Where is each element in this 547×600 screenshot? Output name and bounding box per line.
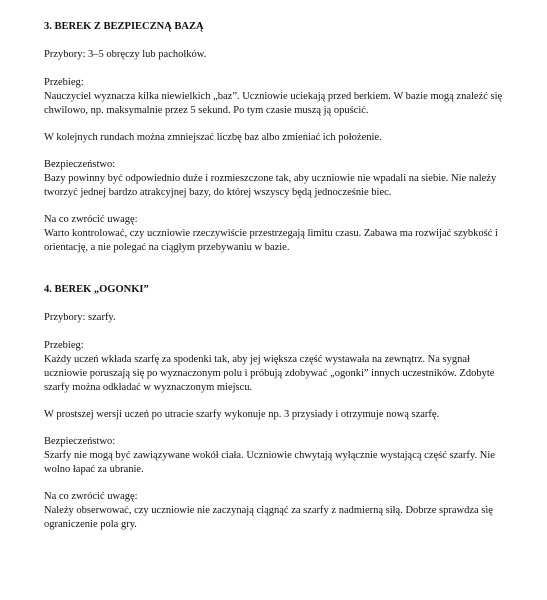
equipment-line: Przybory: szarfy. (44, 312, 116, 323)
attention-heading: Na co zwrócić uwagę: (44, 214, 138, 225)
section-berek-ogonki (44, 283, 514, 532)
section-title: 4. BEREK „OGONKI” (44, 284, 149, 295)
safety-heading: Bezpieczeństwo: (44, 436, 116, 447)
course-heading: Przebieg: (44, 340, 84, 351)
variant-text: W kolejnych rundach można zmniejszać liczbę baz albo zmieniać ich położenie. (44, 132, 382, 143)
variant-text: W prostszej wersji uczeń po utracie szarfy wykonuje np. 3 przysiady i otrzymuje nową szarfę. (44, 409, 440, 420)
section-title: 3. BEREK Z BEZPIECZNĄ BAZĄ (44, 21, 204, 32)
safety-heading: Bezpieczeństwo: (44, 159, 116, 170)
safety-text: Szarfy nie mogą być zawiązywane wokół ciała. Uczniowie chwytają wyłącznie wystającą część szarfy. Nie wolno łapać za ubranie. (44, 450, 495, 475)
course-text: Nauczyciel wyznacza kilka niewielkich „baz”. Uczniowie uciekają przed berkiem. W bazie mogą znaleźć się chwilowo, np. maksymalnie przez 5 sekund. Po tym czasie muszą ją opuścić. (44, 91, 503, 116)
course-heading: Przebieg: (44, 77, 84, 88)
document-page (44, 20, 514, 532)
attention-heading: Na co zwrócić uwagę: (44, 491, 138, 502)
attention-text: Warto kontrolować, czy uczniowie rzeczywiście przestrzegają limitu czasu. Zabawa ma rozwijać szybkość i orientację, a nie polegać na ciągłym przebywaniu w bazie. (44, 228, 498, 253)
course-text: Każdy uczeń wkłada szarfę za spodenki tak, aby jej większa część wystawała na zewnątrz. Na sygnał uczniowie poruszają się po wyznaczonym polu i próbują zdobywać „ogonki” innych uczestników. Zdobyte szarfy można odkładać w wyznaczonym miejscu. (44, 354, 495, 393)
section-berek-z-baza (44, 20, 514, 255)
equipment-line: Przybory: 3–5 obręczy lub pachołków. (44, 49, 207, 60)
safety-text: Bazy powinny być odpowiednio duże i rozmieszczone tak, aby uczniowie nie wpadali na siebie. Nie należy tworzyć jednej bardzo atrakcyjnej bazy, do której wszyscy będą jednocześnie biec. (44, 173, 497, 198)
attention-text: Należy obserwować, czy uczniowie nie zaczynają ciągnąć za szarfy z nadmierną siłą. Dobrze sprawdza się ograniczenie pola gry. (44, 505, 493, 530)
